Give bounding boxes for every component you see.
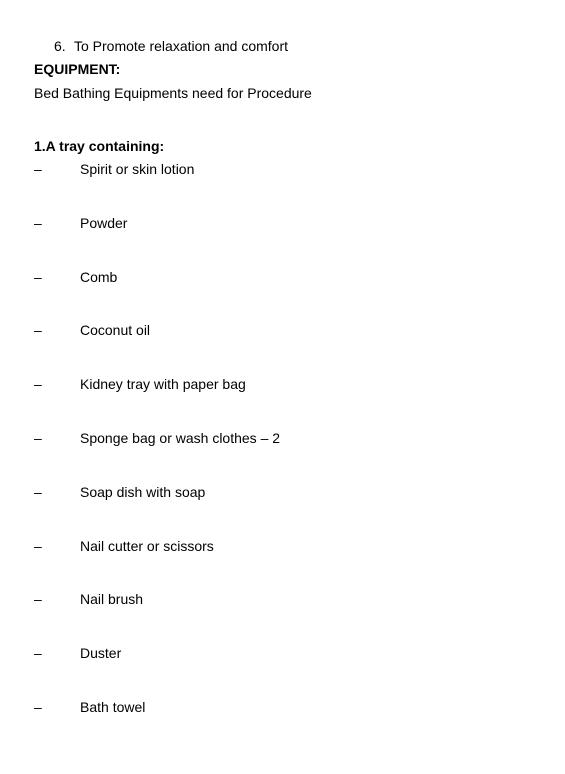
list-item xyxy=(0,161,565,215)
list-item xyxy=(0,591,565,645)
dash-bullet: – xyxy=(34,429,42,446)
list-item xyxy=(0,538,565,592)
dash-bullet: – xyxy=(34,483,42,500)
list-item-label: Bath towel xyxy=(80,698,146,715)
dash-bullet: – xyxy=(34,322,42,339)
tray-heading: 1.A tray containing: xyxy=(34,138,165,154)
dash-bullet: – xyxy=(34,268,42,285)
dash-bullet: – xyxy=(34,537,42,554)
list-item xyxy=(0,645,565,699)
dash-bullet: – xyxy=(34,376,42,393)
list-item-label: Comb xyxy=(80,268,118,285)
list-item-label: Soap dish with soap xyxy=(80,483,206,500)
dash-bullet: – xyxy=(34,161,42,177)
list-item xyxy=(0,269,565,323)
objective-number: 6. xyxy=(54,38,66,54)
dash-bullet: – xyxy=(34,698,42,715)
numbered-objective xyxy=(54,38,288,54)
list-item xyxy=(0,322,565,376)
equipment-intro-text: Bed Bathing Equipments need for Procedure xyxy=(34,85,312,101)
dash-bullet: – xyxy=(34,591,42,608)
list-item-label: Sponge bag or wash clothes – 2 xyxy=(80,429,281,446)
equipment-heading: EQUIPMENT: xyxy=(34,61,121,77)
dash-bullet: – xyxy=(34,214,42,231)
list-item-label: Coconut oil xyxy=(80,322,151,339)
list-item-label: Kidney tray with paper bag xyxy=(80,376,246,393)
list-item-label: Spirit or skin lotion xyxy=(80,161,195,177)
list-item-label: Duster xyxy=(80,645,122,662)
list-item-label: Nail brush xyxy=(80,591,144,608)
list-item xyxy=(0,699,565,753)
list-item xyxy=(0,430,565,484)
list-item xyxy=(0,376,565,430)
objective-text: To Promote relaxation and comfort xyxy=(74,38,288,54)
dash-bullet: – xyxy=(34,645,42,662)
list-item xyxy=(0,484,565,538)
list-item-label: Nail cutter or scissors xyxy=(80,537,214,554)
tray-items-list xyxy=(0,161,565,753)
list-item-label: Powder xyxy=(80,214,128,231)
list-item xyxy=(0,215,565,269)
